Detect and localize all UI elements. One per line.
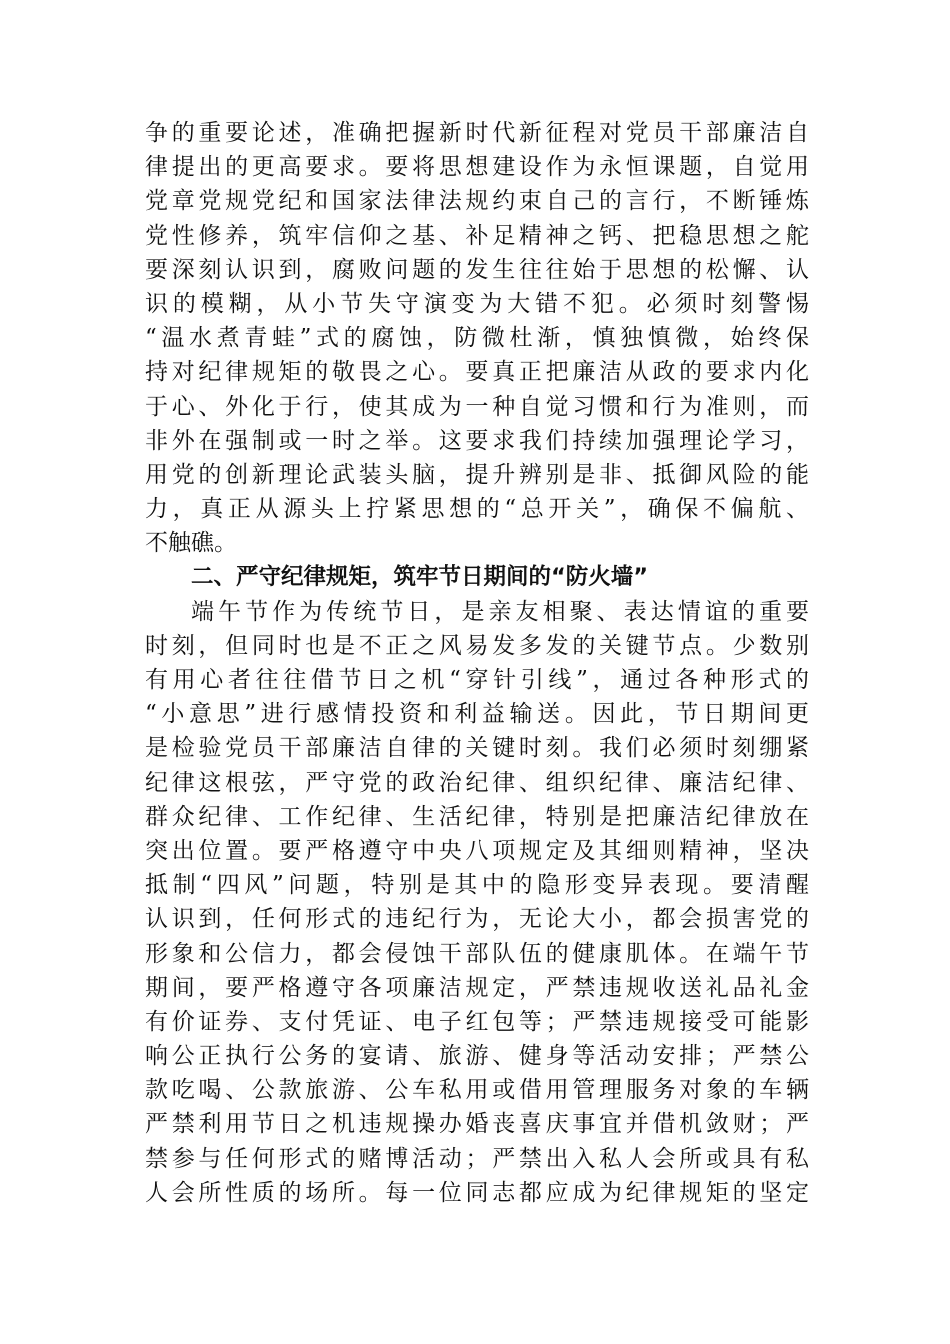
text-line: 是检验党员干部廉洁自律的关键时刻。我们必须时刻绷紧	[145, 735, 809, 762]
text-line: 响公正执行公务的宴请、旅游、健身等活动安排；严禁公	[145, 1043, 809, 1070]
text-line: 形象和公信力，都会侵蚀干部队伍的健康肌体。在端午节	[145, 940, 809, 967]
section-heading: 二、严守纪律规矩，筑牢节日期间的“防火墙”	[191, 564, 649, 591]
text-line: 禁参与任何形式的赌博活动；严禁出入私人会所或具有私	[145, 1145, 809, 1172]
text-line: 抵制“四风”问题，特别是其中的隐形变异表现。要清醒	[145, 872, 809, 899]
text-line: 持对纪律规矩的敬畏之心。要真正把廉洁从政的要求内化	[145, 359, 809, 386]
text-line: 于心、外化于行，使其成为一种自觉习惯和行为准则，而	[145, 393, 809, 420]
paragraph-section-1	[145, 116, 809, 560]
text-line: 款吃喝、公款旅游、公车私用或借用管理服务对象的车辆	[145, 1077, 809, 1104]
text-line: “小意思”进行感情投资和利益输送。因此，节日期间更	[145, 701, 809, 728]
text-line: 要深刻认识到，腐败问题的发生往往始于思想的松懈、认	[145, 256, 809, 283]
text-line: 突出位置。要严格遵守中央八项规定及其细则精神，坚决	[145, 837, 809, 864]
text-line: 纪律这根弦，严守党的政治纪律、组织纪律、廉洁纪律、	[145, 769, 809, 796]
text-line: 识的模糊，从小节失守演变为大错不犯。必须时刻警惕	[145, 290, 809, 317]
document-page	[145, 116, 809, 1210]
text-line: 党性修养，筑牢信仰之基、补足精神之钙、把稳思想之舵	[145, 222, 809, 249]
text-line: 认识到，任何形式的违纪行为，无论大小，都会损害党的	[145, 906, 809, 933]
text-line: 力，真正从源头上拧紧思想的“总开关”，确保不偏航、	[145, 496, 809, 523]
text-line: 党章党规党纪和国家法律法规约束自己的言行，不断锤炼	[145, 188, 809, 215]
paragraph-section-2	[145, 595, 809, 1210]
text-line: 有用心者往往借节日之机“穿针引线”，通过各种形式的	[145, 667, 809, 693]
text-line: 群众纪律、工作纪律、生活纪律，特别是把廉洁纪律放在	[145, 803, 809, 830]
text-line: 严禁利用节日之机违规操办婚丧喜庆事宜并借机敛财；严	[145, 1111, 809, 1138]
text-line: 不触礁。	[145, 530, 237, 557]
text-line: 端午节作为传统节日，是亲友相聚、表达情谊的重要	[191, 598, 809, 625]
text-line: 争的重要论述，准确把握新时代新征程对党员干部廉洁自	[145, 120, 809, 146]
text-line: 非外在强制或一时之举。这要求我们持续加强理论学习，	[145, 427, 809, 454]
text-line: 人会所性质的场所。每一位同志都应成为纪律规矩的坚定	[145, 1179, 809, 1206]
text-line: 期间，要严格遵守各项廉洁规定，严禁违规收送礼品礼金	[145, 974, 809, 1001]
text-line: “温水煮青蛙”式的腐蚀，防微杜渐，慎独慎微，始终保	[145, 325, 809, 352]
text-line: 时刻，但同时也是不正之风易发多发的关键节点。少数别	[145, 632, 809, 659]
text-line: 有价证券、支付凭证、电子红包等；严禁违规接受可能影	[145, 1008, 809, 1035]
text-line: 用党的创新理论武装头脑，提升辨别是非、抵御风险的能	[145, 461, 809, 488]
text-line: 律提出的更高要求。要将思想建设作为永恒课题，自觉用	[145, 154, 809, 181]
